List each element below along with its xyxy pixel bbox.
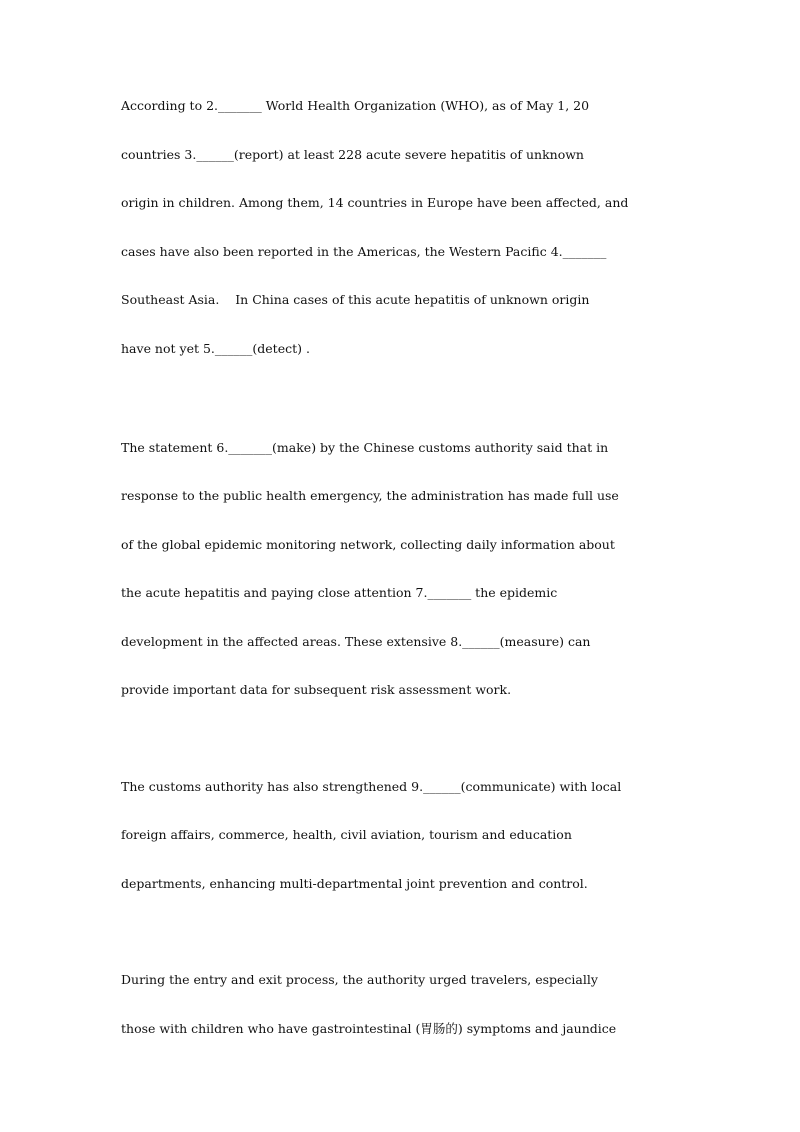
text-line: have not yet 5.______(detect) . xyxy=(121,341,310,356)
text-line: During the entry and exit process, the authority urged travelers, especially xyxy=(121,972,598,987)
text-line: The customs authority has also strengthened 9.______(communicate) with local xyxy=(121,779,622,794)
text-line: provide important data for subsequent risk assessment work. xyxy=(121,682,512,697)
text-line: of the global epidemic monitoring network, collecting daily information about xyxy=(121,537,615,552)
text-line: cases have also been reported in the Americas, the Western Pacific 4._______ xyxy=(121,244,607,259)
text-line: those with children who have gastrointestinal (胃肠的) symptoms and jaundice xyxy=(121,1021,617,1036)
text-line: development in the affected areas. These extensive 8.______(measure) can xyxy=(121,634,591,649)
text-line: origin in children. Among them, 14 countries in Europe have been affected, and xyxy=(121,195,629,210)
text-line: the acute hepatitis and paying close attention 7._______ the epidemic xyxy=(121,585,558,600)
text-line: Southeast Asia. In China cases of this acute hepatitis of unknown origin xyxy=(121,292,590,307)
text-line: departments, enhancing multi-departmental joint prevention and control. xyxy=(121,876,588,891)
text-line: The statement 6._______(make) by the Chinese customs authority said that in xyxy=(121,440,609,455)
text-line: response to the public health emergency, the administration has made full use xyxy=(121,488,619,503)
text-line: foreign affairs, commerce, health, civil aviation, tourism and education xyxy=(121,827,572,842)
text-line: According to 2._______ World Health Organization (WHO), as of May 1, 20 xyxy=(121,98,590,113)
text-line: countries 3.______(report) at least 228 acute severe hepatitis of unknown xyxy=(121,147,584,162)
